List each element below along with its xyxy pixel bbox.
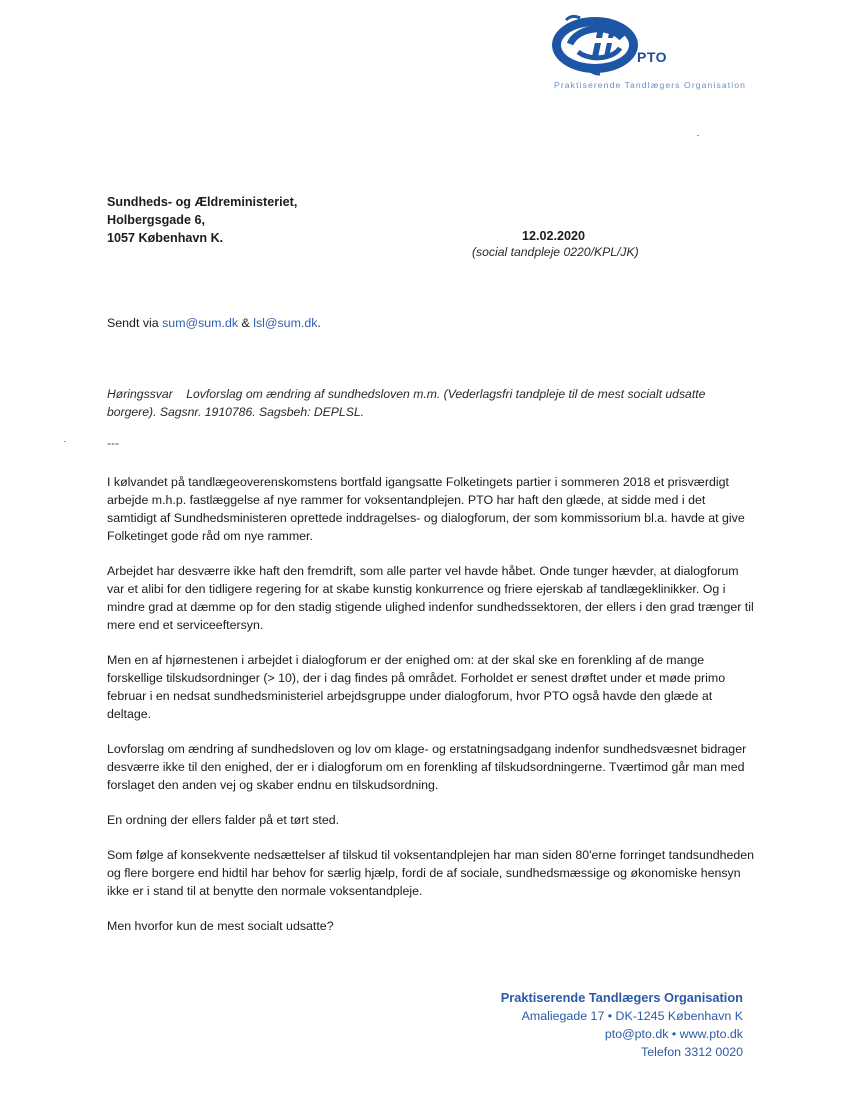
scan-speck <box>64 441 66 442</box>
paragraph: I kølvandet på tandlægeoverenskomstens bortfald igangsatte Folketingets partier i sommeren 2018 et prisværdigt arbejde m.h.p. fastlæggelse af nye rammer for voksentandplejen. PTO har haft den glæde, at sidde med i det samtidigt af Sundhedsministeren oprettede inddragelses- og dialogforum, der som kommissorium bl.a. havde at give Folketinget gode råd om nye rammer. <box>107 475 745 543</box>
recipient-line-1: Sundheds- og Ældreministeriet, <box>107 195 298 209</box>
paragraph: Arbejdet har desværre ikke haft den fremdrift, som alle parter vel havde håbet. Onde tunger hævder, at dialogforum var et alibi for den tidligere regering for at skabe kunstig konkurrence og friere ejerskab af tandlægeklinikker. Og i mindre grad at dæmme op for den stadig stigende ulighed indenfor sundhedssektoren, der ellers i den grad trænger til mere end et serviceeftersyn. <box>107 564 754 632</box>
subject-line: Høringssvar Lovforslag om ændring af sundhedsloven m.m. (Vederlagsfri tandpleje til de mest socialt udsatte borgere). Sagsnr. 1910786. Sagsbeh: DEPLSL. <box>107 387 709 419</box>
sent-via-prefix: Sendt via <box>107 316 163 330</box>
paragraph: Men en af hjørnestenen i arbejdet i dialogforum er der enighed om: at der skal ske en forenkling af de mange forskellige tilskudsordninger (> 10), der i dag findes på området. Forholdet er senest drøftet under et møde primo februar i en nedsat sundhedsministeriel arbejdsgruppe under dialogforum, hvor PTO også havde den glæde at deltage. <box>107 653 726 721</box>
pto-emblem-icon <box>548 8 638 80</box>
recipient-line-2: Holbergsgade 6, <box>107 213 205 227</box>
letter-body <box>107 473 755 952</box>
pto-logo <box>548 8 768 96</box>
logo-tagline: Praktiserende Tandlægers Organisation <box>554 80 746 90</box>
separator: --- <box>107 436 119 450</box>
paragraph: En ordning der ellers falder på et tørt sted. <box>107 813 340 827</box>
paragraph: Men hvorfor kun de mest socialt udsatte? <box>107 919 334 933</box>
sent-via-suffix: . <box>317 316 321 330</box>
paragraph: Lovforslag om ændring af sundhedsloven og lov om klage- og erstatningsadgang indenfor sundhedsvæsnet bidrager desværre ikke til den enighed, der er i dialogforum om en forenkling af tilskudsordningerne. Tværtimod går man med forslaget den anden vej og skaber endnu en tilskudsordning. <box>107 742 747 792</box>
footer-phone: Telefon 3312 0020 <box>641 1045 743 1059</box>
email-link-sum[interactable]: sum@sum.dk <box>162 316 239 330</box>
recipient-line-3: 1057 København K. <box>107 231 224 245</box>
footer-contact <box>501 989 743 1061</box>
paragraph: Som følge af konsekvente nedsættelser af tilskud til voksentandplejen har man siden 80'erne forringet tandsundheden og flere borgere end hidtil har behov for særlig hjælp, fordi de af sociale, sundhedsmæssige og økonomiske hensyn ikke er i stand til at benytte den normale voksentandpleje. <box>107 848 755 898</box>
logo-name: PTO <box>637 49 668 65</box>
recipient-address <box>107 193 297 247</box>
letter-date: 12.02.2020 <box>522 229 586 243</box>
footer-contact-links: pto@pto.dk • www.pto.dk <box>604 1027 743 1041</box>
sent-via-line <box>107 316 321 330</box>
footer-org-name: Praktiserende Tandlægers Organisation <box>500 990 743 1005</box>
footer-address: Amaliegade 17 • DK-1245 København K <box>521 1009 743 1023</box>
sent-via-connector: & <box>238 316 254 330</box>
reference-number: (social tandpleje 0220/KPL/JK) <box>472 245 639 259</box>
email-link-lsl[interactable]: lsl@sum.dk <box>253 316 318 330</box>
scan-speck <box>697 135 699 136</box>
